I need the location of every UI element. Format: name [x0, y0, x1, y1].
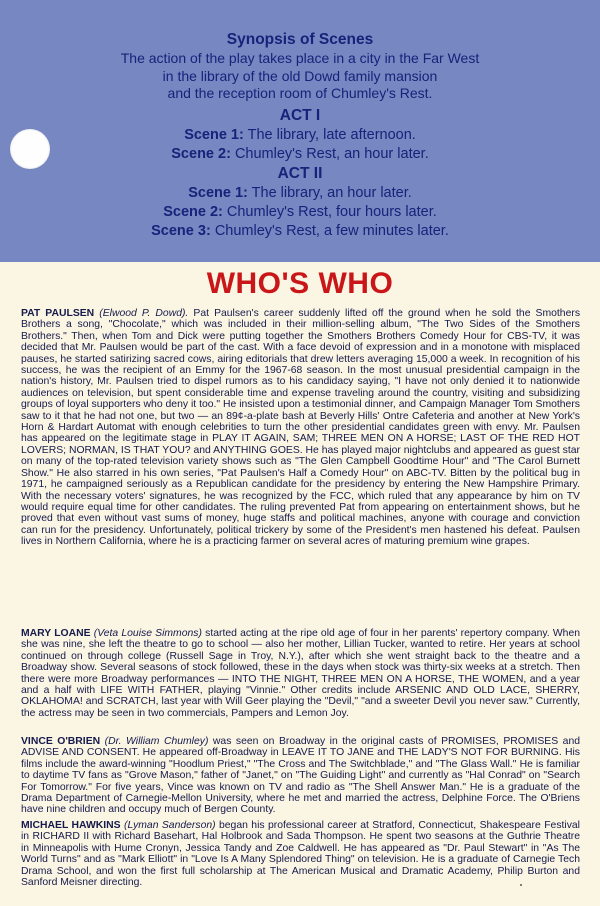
bio-text: began his professional career at Stratford, Connecticut, Shakespeare Festival in RICHARD II with Richard Basehart, Hal Holbrook and Sada Thompson. He spent two seasons at the Guthrie Theatre in Minneapolis with Hume Cronyn, Jessica Tandy and Zoe Caldwell. He has appeared as "Dr. Paul Stewart" in "As The World Turns" and as "Mark Elliott" in "Love Is A Many Splendored Thing" on television. He is a graduate of Carnegie Tech Drama School, and won the first full scholarship at The American Musical and Dramatic Academy, Philip Burton and Sanford Meisner directing. — [21, 820, 580, 889]
synopsis-intro-line: and the reception room of Chumley's Rest. — [167, 85, 433, 101]
bio-role: (Lyman Sanderson) — [124, 820, 216, 831]
print-speck — [520, 884, 522, 886]
bio-name: MICHAEL HAWKINS — [21, 820, 121, 831]
bio-text: Pat Paulsen's career suddenly lifted off the ground when he sold the Smothers Brothers a song, "Chocolate," which was included in their million-selling album, "The Two Sides of the Smothers Brothers." Then, when Tom and Dick were putting together the Smothers Brothers Comedy Hour for CBS-TV, it was decided that Mr. Paulsen would be part of the cast. With a face devoid of expression and in a monotone with misplaced pauses, he started satirizing sacred cows, airing editorials that drew letters averaging 15,000 a week. In recognition of his success, he was the recipient of an Emmy for the 1967-68 season. In the most unusual presidential campaign in the nation's history, Mr. Paulsen tried to dispel rumors as to his candidacy saying, "I have not only denied it to nationwide audiences on television, but spent considerable time and expense traveling around the country, visiting and subsidizing groups of loyal supporters who deny it too." He insisted upon a testimonial dinner, and Campaign Manager Tom Smothers saw to it that he had not one, but two — an 89¢-a-plate bash at Beverly Hills' Ontre Cafeteria and another at New York's Horn & Hardart Automat with enough celebrities to turn the other presidential candidates green with envy. Mr. Paulsen has appeared on the legitimate stage in PLAY IT AGAIN, SAM; THREE MEN ON A HORSE; LAST OF THE RED HOT LOVERS; NORMAN, IS THAT YOU? and ANYTHING GOES. He has played major nightclubs and appeared as guest star on many of the top-rated television variety shows such as "The Glen Campbell Goodtime Hour" and "The Carol Burnett Show." He also starred in his own series, "Pat Paulsen's Half a Comedy Hour" on ABC-TV. Bitten by the political bug in 1971, he campaigned seriously as a Republican candidate for the presidency by entering the New Hampshire Primary. With the necessary voters' signatures, he was recognized by the FCC, which ruled that any appearance by him on TV would require equal time for other candidates. The ruling prevented Pat from appearing on entertainment shows, but he proved that even without vast sums of money, huge staffs and political machines, anyone with courage and conviction can run for the presidency. Unfortunately, political trickery by some of the President's men hastened his defeat. Paulsen lives in Northern California, where he is a practicing farmer on several acres of maturing premium wine grapes. — [21, 308, 581, 548]
scene-line — [0, 203, 600, 221]
scene-label: Scene 1: — [188, 185, 248, 201]
scene-label: Scene 1: — [184, 127, 244, 143]
synopsis-intro-line: in the library of the old Dowd family mansion — [162, 67, 438, 84]
scene-text: Chumley's Rest, a few minutes later. — [214, 223, 449, 239]
scene-text: Chumley's Rest, an hour later. — [234, 146, 429, 162]
bio-paragraph-loane — [21, 628, 580, 719]
synopsis-title: Synopsis of Scenes — [226, 31, 374, 48]
bio-paragraph-obrien — [21, 736, 580, 816]
bio-name: VINCE O'BRIEN — [21, 736, 101, 747]
scene-line — [0, 184, 600, 202]
bio-role: (Elwood P. Dowd). — [99, 308, 189, 319]
synopsis-intro — [0, 50, 600, 103]
scene-line — [0, 145, 600, 163]
scene-text: The library, an hour later. — [251, 185, 412, 201]
act-title: ACT II — [277, 165, 323, 182]
scene-label: Scene 2: — [163, 204, 223, 220]
whos-who-title: WHO'S WHO — [206, 267, 394, 300]
bio-role: (Veta Louise Simmons) — [93, 628, 202, 639]
scene-label: Scene 3: — [151, 223, 211, 239]
scene-line — [0, 126, 600, 144]
bio-name: PAT PAULSEN — [21, 308, 95, 319]
bio-text: started acting at the ripe old age of four in her parents' repertory company. When she was nine, she left the theatre to go to school — also her mother, Lillian Tucker, wanted to retire. Her years at school continued on through college (Russell Sage in Troy, N.Y.), after which she went straight back to the theatre and a Broadway show. Several seasons of stock followed, these in the days when stock was thirty-six weeks at a stretch. Then there were more Broadway performances — INTO THE NIGHT, THREE MEN ON A HORSE, THE WOMEN, and a year and a half with LIFE WITH FATHER, playing "Vinnie." Other credits include ARSENIC AND OLD LACE, SHERRY, OKLAHOMA! and SCRATCH, last year with Will Geer playing the "Devil," "and a sweeter Devil you never saw." Currently, the actress may be seen in two commercials, Pampers and Lemon Joy. — [21, 628, 581, 719]
scene-text: Chumley's Rest, four hours later. — [226, 204, 437, 220]
bio-paragraph-paulsen — [21, 308, 580, 548]
bio-text: was seen on Broadway in the original casts of PROMISES, PROMISES and ADVISE AND CONSENT. He appeared off-Broadway in LEAVE IT TO JANE and THE LADY'S NOT FOR BURNING. His films include the award-winning "Hoodlum Priest," "The Cross and The Switchblade," and "The Glass Wall." He is familiar to daytime TV fans as "Grove Mason," father of "Janet," on "The Guiding Light" and currently as "Hal Conrad" on "Search For Tomorrow." For five years, Vince was known on TV and radio as "The Shell Answer Man." He is a graduate of the Drama Department of Carnegie-Mellon University, where he met and married the actress, Delphine Force. The O'Briens have nine children and occupy much of Bergen County. — [21, 736, 580, 816]
scene-line — [0, 222, 600, 240]
bio-paragraph-hawkins — [21, 820, 580, 888]
scene-text: The library, late afternoon. — [247, 127, 416, 143]
bio-name: MARY LOANE — [21, 628, 91, 639]
synopsis-intro-line: The action of the play takes place in a city in the Far West — [120, 50, 480, 66]
scene-label: Scene 2: — [171, 146, 231, 162]
bio-role: (Dr. William Chumley) — [104, 736, 209, 747]
act-title: ACT I — [279, 107, 321, 124]
